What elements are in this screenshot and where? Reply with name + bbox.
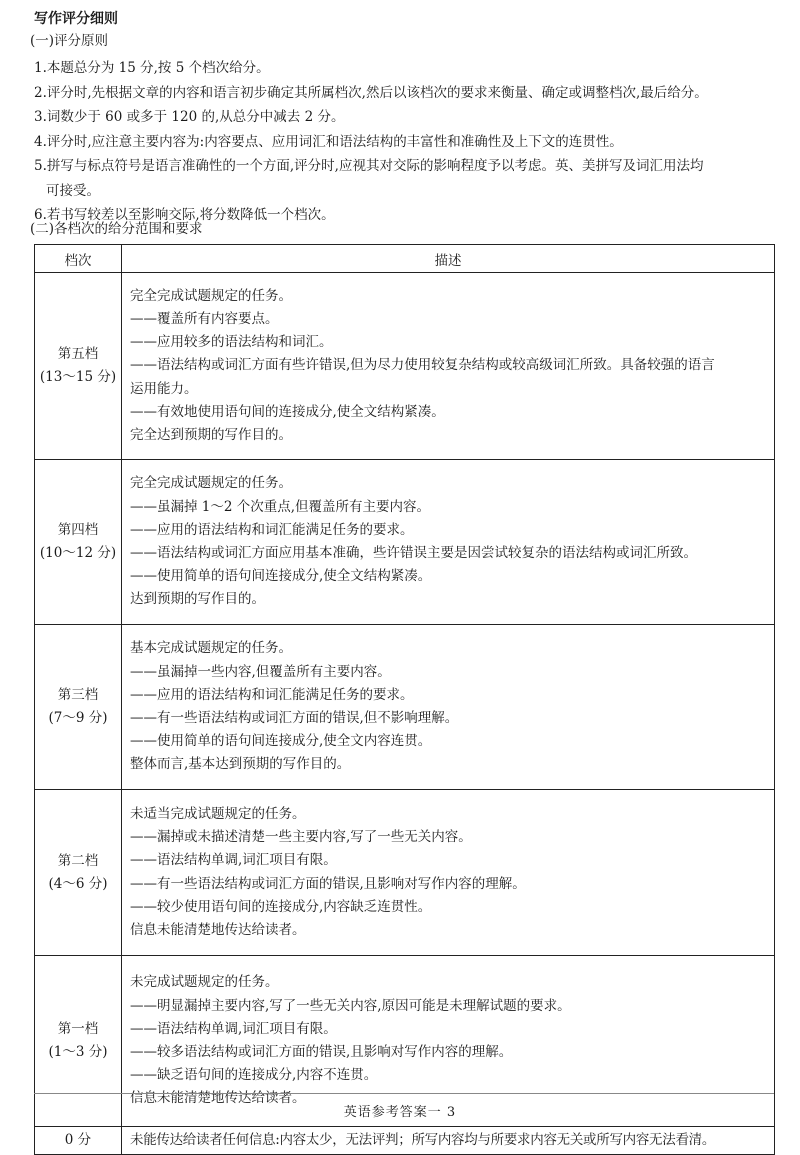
description-line: ——语法结构或词汇方面有些许错误,但为尽力使用较复杂结构或较高级词汇所致。具备较强的语言	[130, 357, 715, 374]
description-line: ——应用的语法结构和词汇能满足任务的要求。	[130, 686, 414, 703]
level-range: (13～15 分)	[39, 369, 117, 385]
principle-continuation-text: 可接受。	[46, 182, 100, 199]
description-cell	[122, 625, 775, 790]
principles-title: (一)评分原则	[30, 33, 109, 49]
table-row	[35, 273, 775, 460]
footer-divider	[34, 1093, 774, 1094]
principle-item: 6.若书写较差以至影响交际,将分数降低一个档次。	[34, 207, 335, 223]
description-line: 完全完成试题规定的任务。	[130, 287, 292, 304]
description-line: 信息未能清楚地传达给读者。	[130, 921, 306, 938]
description-cell	[122, 1127, 775, 1155]
page-footer: 英语参考答案一 3	[343, 1105, 457, 1120]
description-line: ——较多语法结构或词汇方面的错误,且影响对写作内容的理解。	[130, 1044, 513, 1060]
description-line: 整体而言,基本达到预期的写作目的。	[130, 756, 351, 773]
header-level: 档次	[35, 245, 122, 273]
description-line: ——覆盖所有内容要点。	[130, 310, 279, 327]
level-cell	[35, 790, 122, 956]
description-line: 未完成试题规定的任务。	[130, 974, 279, 991]
level-range: (4～6 分)	[48, 875, 108, 892]
principle-item: 3.词数少于 60 或多于 120 的,从总分中减去 2 分。	[34, 109, 345, 125]
description-line: ——有一些语法结构或词汇方面的错误,且影响对写作内容的理解。	[130, 875, 526, 892]
table-row	[35, 460, 775, 625]
level-name: 第二档	[57, 852, 99, 869]
description-line: ——语法结构单调,词汇项目有限。	[130, 852, 337, 869]
levels-title: (二)各档次的给分范围和要求	[30, 221, 203, 237]
level-range: (10～12 分)	[39, 545, 117, 561]
principle-item: 4.评分时,应注意主要内容为:内容要点、应用词汇和语法结构的丰富性和准确性及上下文的连贯性。	[34, 133, 623, 150]
description-cell	[122, 273, 775, 460]
description-line: ——应用较多的语法结构和词汇。	[130, 334, 333, 351]
description-line: 未适当完成试题规定的任务。	[130, 805, 306, 822]
description-line: ——较少使用语句间的连接成分,内容缺乏连贯性。	[130, 898, 432, 915]
level-range: (7～9 分)	[48, 710, 108, 726]
table-row	[35, 625, 775, 790]
level-cell	[35, 273, 122, 460]
table-header-row	[35, 245, 775, 273]
description-line: ——使用简单的语句间连接成分,使全文结构紧凑。	[130, 568, 432, 585]
description-line: 完全达到预期的写作目的。	[130, 427, 292, 443]
level-cell	[35, 1127, 122, 1155]
level-range: (1～3 分)	[48, 1044, 108, 1060]
description-line: 完全完成试题规定的任务。	[130, 475, 292, 492]
table-row	[35, 1127, 775, 1155]
principles-list	[34, 56, 774, 228]
principle-item-continuation	[34, 179, 774, 204]
level-name: 第三档	[57, 687, 99, 703]
level-name: 第五档	[57, 346, 99, 362]
level-name: 0 分	[64, 1132, 92, 1148]
description-line: ——虽漏掉一些内容,但覆盖所有主要内容。	[130, 663, 391, 680]
principle-item: 1.本题总分为 15 分,按 5 个档次给分。	[34, 60, 270, 76]
description-line: ——语法结构或词汇方面应用基本准确，些许错误主要是因尝试较复杂的语法结构或词汇所致。	[130, 545, 697, 561]
header-description: 描述	[122, 245, 775, 273]
description-line: ——缺乏语句间的连接成分,内容不连贯。	[130, 1067, 378, 1084]
level-cell	[35, 625, 122, 790]
description-line: ——有效地使用语句间的连接成分,使全文结构紧凑。	[130, 403, 445, 420]
description-line: ——明显漏掉主要内容,写了一些无关内容,原因可能是未理解试题的要求。	[130, 997, 571, 1014]
description-line: ——有一些语法结构或词汇方面的错误,但不影响理解。	[130, 710, 459, 726]
table-row	[35, 790, 775, 956]
level-cell	[35, 460, 122, 625]
level-name: 第一档	[57, 1021, 99, 1037]
description-line: ——使用简单的语句间连接成分,使全文内容连贯。	[130, 733, 432, 750]
principle-item: 2.评分时,先根据文章的内容和语言初步确定其所属档次,然后以该档次的要求来衡量、确定或调整档次,最后给分。	[34, 84, 708, 101]
description-line: ——漏掉或未描述清楚一些主要内容,写了一些无关内容。	[130, 829, 472, 846]
description-cell	[122, 790, 775, 956]
level-name: 第四档	[57, 522, 99, 538]
page-heading: 写作评分细则	[34, 11, 118, 27]
description-line: ——应用的语法结构和词汇能满足任务的要求。	[130, 521, 414, 538]
description-line: 达到预期的写作目的。	[130, 591, 265, 608]
description-line: 信息未能清楚地传达给读者。	[130, 1090, 306, 1107]
description-line: ——语法结构单调,词汇项目有限。	[130, 1020, 337, 1037]
description-cell	[122, 460, 775, 625]
grading-table	[34, 244, 775, 1155]
description-line: 运用能力。	[130, 380, 198, 397]
principle-item: 5.拼写与标点符号是语言准确性的一个方面,评分时,应视其对交际的影响程度予以考虑。英、美拼写及词汇用法均	[34, 158, 704, 174]
description-line: 基本完成试题规定的任务。	[130, 640, 292, 657]
description-line: ——虽漏掉 1～2 个次重点,但覆盖所有主要内容。	[130, 498, 431, 515]
description-line: 未能传达给读者任何信息:内容太少，无法评判；所写内容均与所要求内容无关或所写内容无法看清。	[130, 1131, 716, 1148]
